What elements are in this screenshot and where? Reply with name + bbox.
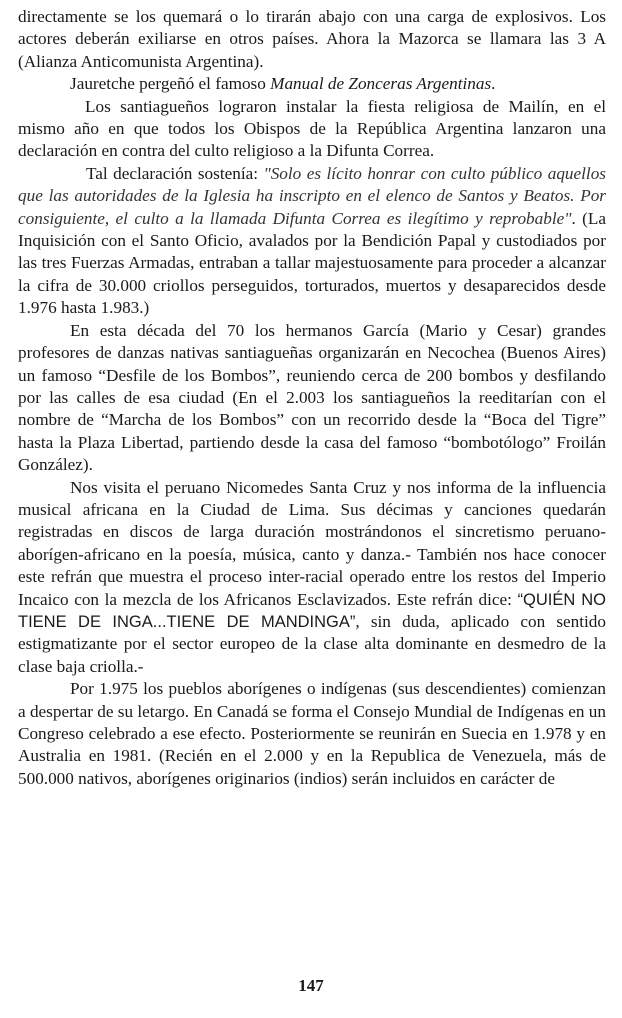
paragraph-3: Los santiagueños lograron instalar la fiesta religiosa de Mailín, en el mismo año en que todos los Obispos de la República Argentina lanzaron una declaración en contra del culto religioso a la Difunta Correa. <box>18 96 606 161</box>
paragraph-6-end: , sin duda, aplicado con sentido estigmatizante por el sector europeo de la clase alta dominante en desmedro de la clase baja criolla.- <box>18 611 606 676</box>
paragraph-7: Por 1.975 los pueblos aborígenes o indígenas (sus descendientes) comienzan a despertar de su letargo. En Canadá se forma el Consejo Mundial de Indígenas en un Congreso celebrado a ese efecto. Posteriormente se reunirán en Suecia en 1.978 y en Australia en 1981. (Recién en el 2.000 y en la Republica de Venezuela, más de 500.000 nativos, aborígenes originarios (indios) serán incluidos en carácter de <box>18 679 606 788</box>
paragraph-4-end: . (La Inquisición con el Santo Oficio, avalados por la Bendición Papal y custodiados por las tres Fuerzas Armadas, entraban a tallar majestuosamente para proceder a alcanzar la cifra de 30.000 criollos perseguidos, torturados, muertos y desaparecidos desde 1.976 hasta 1.983.) <box>18 208 606 318</box>
bishops-quote: "Solo es lícito honrar con culto público aquellos que las autoridades de la Iglesia ha inscripto en el elenco de Santos y Beatos. Por consiguiente, el culto a la llamada Difunta Correa es ilegítimo y reprobable" <box>18 163 606 228</box>
paragraph-1: directamente se los quemará o lo tirarán abajo con una carga de explosivos. Los actores deberán exiliarse en otros países. Ahora la Mazorca se llamara las 3 A (Alianza Anticomunista Argentina). <box>18 7 606 71</box>
proverb-quote: “QUIÉN NO TIENE DE INGA...TIENE DE MANDINGA” <box>18 590 606 631</box>
paragraph-2 <box>18 73 606 95</box>
page-body <box>18 6 606 790</box>
paragraph-4 <box>18 163 606 320</box>
paragraph-2-end: . <box>491 74 496 94</box>
book-title: Manual de Zonceras Argentinas <box>270 74 492 94</box>
paragraph-5: En esta década del 70 los hermanos García (Mario y Cesar) grandes profesores de danzas nativas santiagueñas organizarán en Necochea (Buenos Aires) un famoso “Desfile de los Bombos”, reuniendo cerca de 200 bombos y desfilando por las calles de esa ciudad (En el 2.003 los santiagueños la reeditarían con el nombre de “Marcha de los Bombos” con un recorrido desde la “Boca del Tigre” hasta la Plaza Libertad, partiendo desde la casa del famoso “bombotólogo” Froilán González). <box>18 320 606 475</box>
paragraph-2-text: Jauretche pergeñó el famoso <box>70 74 271 94</box>
page-number: 147 <box>298 976 324 995</box>
paragraph-6-text: Nos visita el peruano Nicomedes Santa Cruz y nos informa de la influencia musical africana en la Ciudad de Lima. Sus décimas y canciones quedarán registradas en discos de larga duración mostrándonos el sincretismo peruano-aborígen-africano en la poesía, música, canto y danza.- También nos hace conocer este refrán que muestra el proceso inter-racial operado entre los restos del Imperio Incaico con la mezcla de los Africanos Esclavizados. Este refrán dice: <box>18 477 606 609</box>
paragraph-6 <box>18 477 606 679</box>
paragraph-4-text: Tal declaración sostenía: <box>86 163 264 183</box>
